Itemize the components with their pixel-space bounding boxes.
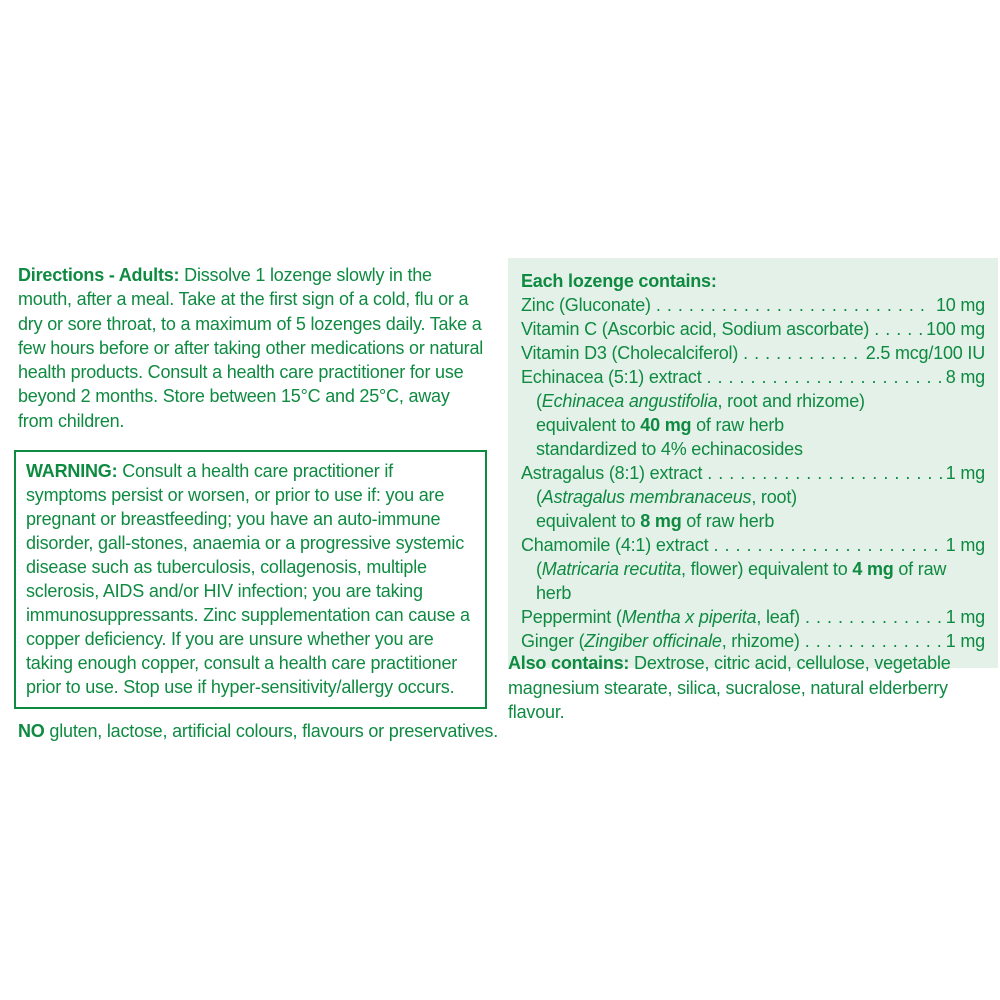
species-part: , root) xyxy=(751,487,797,507)
ingredient-row-vitamin-d3 xyxy=(521,341,985,365)
equivalent-text: equivalent to xyxy=(536,511,641,531)
species-latin-name: Mentha x piperita xyxy=(621,607,757,627)
ingredient-name: Vitamin C (Ascorbic acid, Sodium ascorbate) xyxy=(521,319,870,339)
equivalent-amount: 8 mg xyxy=(640,511,682,531)
echinacea-equivalent-line xyxy=(521,413,985,437)
warning-box xyxy=(14,450,487,709)
no-label: NO xyxy=(18,721,45,741)
directions-paragraph xyxy=(18,263,488,433)
ingredient-name xyxy=(521,629,800,653)
ingredient-amount: 100 mg xyxy=(926,319,985,339)
ingredient-amount: 1 mg xyxy=(945,535,985,555)
ingredient-amount: 10 mg xyxy=(935,295,985,315)
ingredient-name: Vitamin D3 (Cholecalciferol) xyxy=(521,343,739,363)
equivalent-amount: 4 mg xyxy=(852,559,894,579)
ingredient-row-astragalus xyxy=(521,461,985,485)
ingredient-row-vitamin-c xyxy=(521,317,985,341)
species-open: ( xyxy=(536,559,542,579)
species-latin-name: Zingiber officinale xyxy=(584,631,722,651)
equivalent-suffix: of raw herb xyxy=(536,559,947,603)
species-open: ( xyxy=(536,391,542,411)
ingredient-amount: 1 mg xyxy=(945,463,985,483)
ingredient-row-ginger xyxy=(521,629,985,653)
also-contains-label: Also contains: xyxy=(508,653,630,673)
astragalus-equivalent-line xyxy=(521,509,985,533)
equivalent-suffix: of raw herb xyxy=(691,415,784,435)
dot-leader xyxy=(713,533,941,557)
directions-label: Directions - Adults: xyxy=(18,265,180,285)
ingredient-row-peppermint xyxy=(521,605,985,629)
warning-body: Consult a health care practitioner if symptoms persist or worsen, or prior to use if: you are pregnant or breastfeeding; you have an auto-immune disorder, gall-stones, anaemia or a progressive systemic disease such as tuberculosis, collagenosis, multiple sclerosis, AIDS and/or HIV infection; you are taking immunosuppressants. Zinc supplementation can cause a copper deficiency. If you are unsure whether you are taking enough copper, consult a health care practitioner prior to use. Stop use if hyper-sensitivity/allergy occurs. xyxy=(26,461,470,697)
ingredient-name: Zinc (Gluconate) xyxy=(521,295,651,315)
species-part: , flower) equivalent to xyxy=(681,559,853,579)
echinacea-species-line xyxy=(521,389,985,413)
ingredients-panel-title: Each lozenge contains: xyxy=(521,271,717,291)
astragalus-species-line xyxy=(521,485,985,509)
ingredient-name xyxy=(521,605,800,629)
equivalent-text: equivalent to xyxy=(536,415,641,435)
warning-paragraph xyxy=(26,459,476,699)
species-latin-name: Echinacea angustifolia xyxy=(541,391,718,411)
name-prefix: Ginger ( xyxy=(521,631,585,651)
warning-label: WARNING: xyxy=(26,461,118,481)
ingredient-amount: 2.5 mcg/100 IU xyxy=(865,343,985,363)
ingredient-amount: 8 mg xyxy=(945,367,985,387)
species-part: , root and rhizome) xyxy=(717,391,865,411)
dot-leader xyxy=(707,365,942,389)
dot-leader xyxy=(656,293,932,317)
ingredients-panel xyxy=(508,258,998,668)
directions-section xyxy=(18,263,488,433)
ingredient-name: Chamomile (4:1) extract xyxy=(521,535,709,555)
ingredient-row-echinacea xyxy=(521,365,985,389)
name-suffix: , rhizome) xyxy=(721,631,800,651)
species-latin-name: Matricaria recutita xyxy=(541,559,682,579)
dot-leader xyxy=(743,341,862,365)
equivalent-suffix: of raw herb xyxy=(681,511,775,531)
dot-leader xyxy=(805,605,942,629)
name-suffix: , leaf) xyxy=(756,607,800,627)
species-open: ( xyxy=(536,487,542,507)
directions-body: Dissolve 1 lozenge slowly in the mouth, after a meal. Take at the first sign of a cold, flu or a dry or sore throat, to a maximum of 5 lozenges daily. Take a few hours before or after taking other medications or natural health products. Consult a health care practitioner for use beyond 2 months. Store between 15°C and 25°C, away from children. xyxy=(18,265,484,431)
ingredient-amount: 1 mg xyxy=(945,607,985,627)
also-contains-statement xyxy=(508,651,986,725)
ingredient-row-chamomile xyxy=(521,533,985,557)
chamomile-species-line xyxy=(521,557,985,605)
echinacea-standardized-line: standardized to 4% echinacosides xyxy=(536,439,803,459)
ingredient-name: Astragalus (8:1) extract xyxy=(521,463,703,483)
ingredient-amount: 1 mg xyxy=(945,631,985,651)
no-additives-statement xyxy=(18,719,498,743)
ingredient-row-zinc xyxy=(521,293,985,317)
name-prefix: Peppermint ( xyxy=(521,607,622,627)
species-latin-name: Astragalus membranaceus xyxy=(541,487,752,507)
also-contains-body: Dextrose, citric acid, cellulose, vegetable magnesium stearate, silica, sucralose, natural elderberry flavour. xyxy=(508,653,951,722)
no-body: gluten, lactose, artificial colours, flavours or preservatives. xyxy=(44,721,499,741)
dot-leader xyxy=(805,629,942,653)
dot-leader xyxy=(874,317,922,341)
dot-leader xyxy=(707,461,942,485)
ingredient-name: Echinacea (5:1) extract xyxy=(521,367,702,387)
equivalent-amount: 40 mg xyxy=(640,415,692,435)
